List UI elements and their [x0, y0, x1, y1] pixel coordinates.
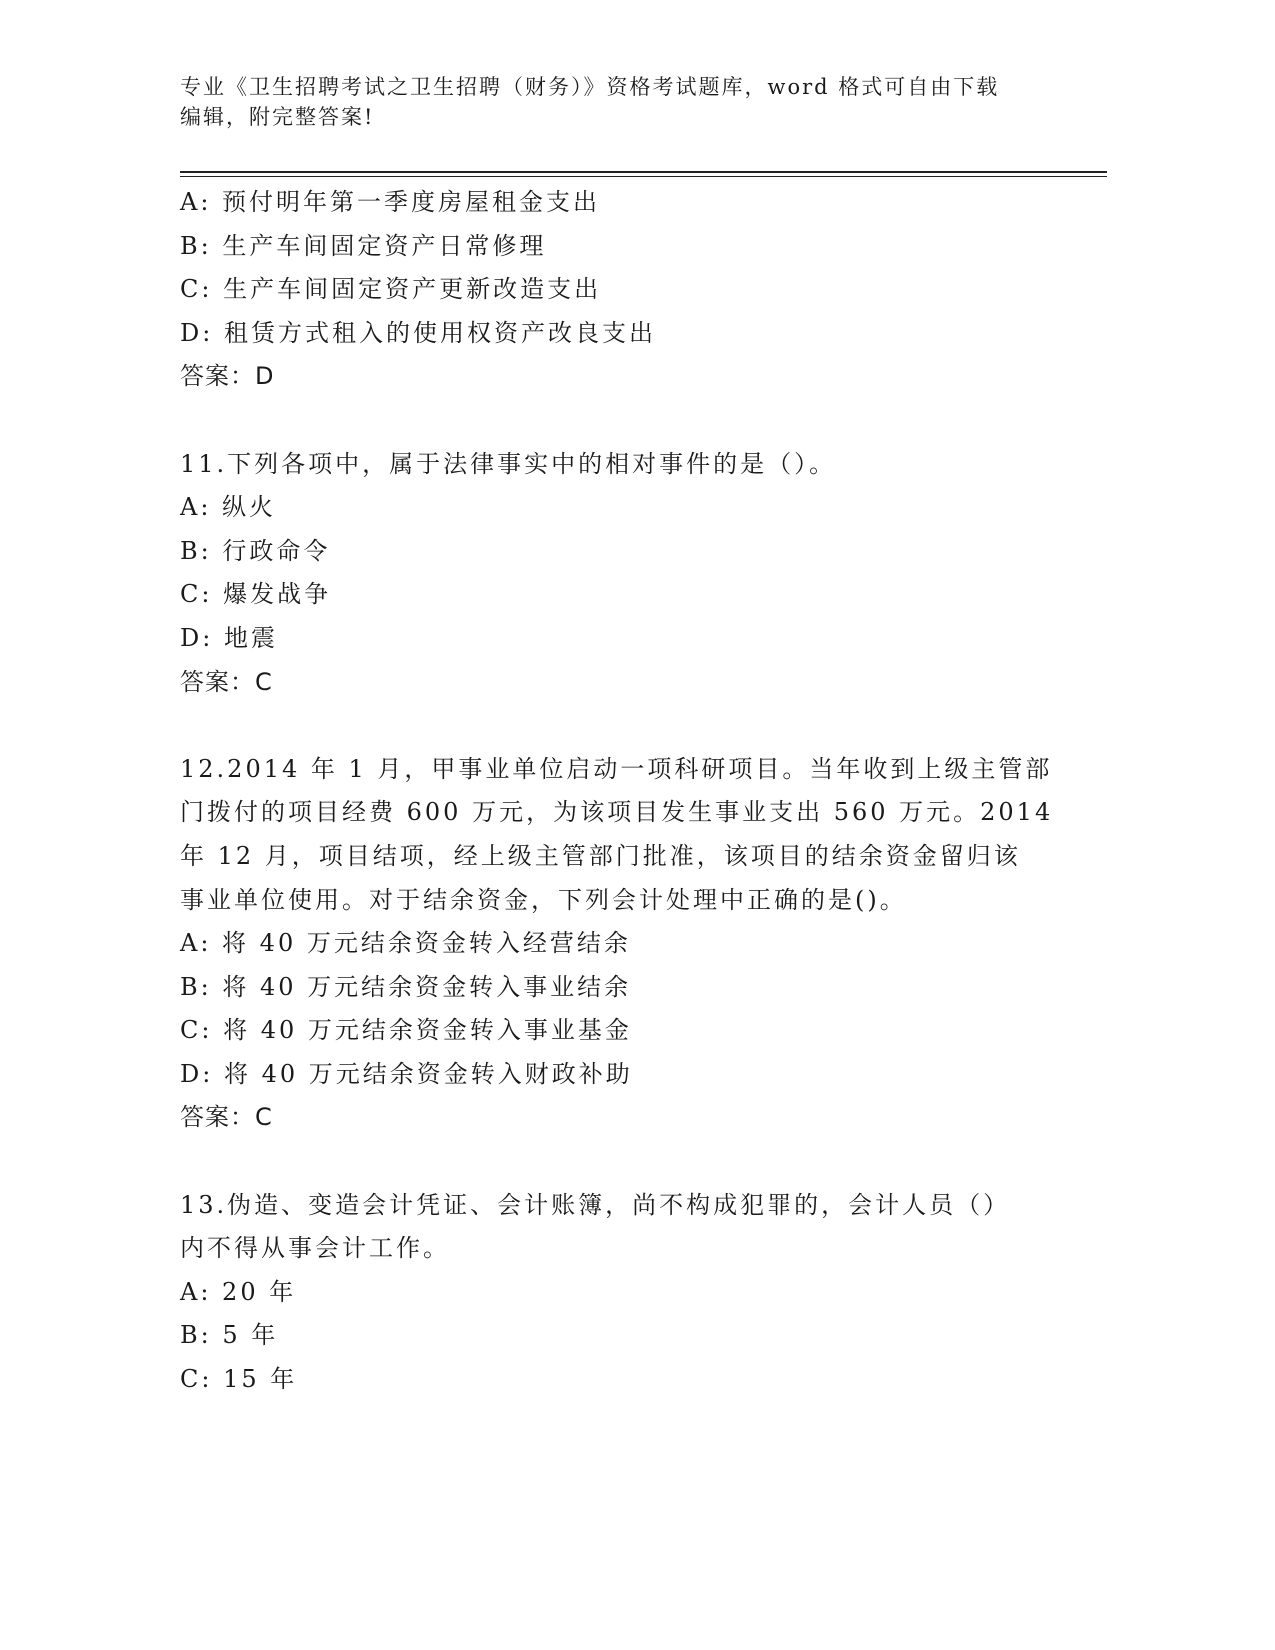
option-d: D: 租赁方式租入的使用权资产改良支出 — [180, 318, 656, 347]
question-stem-line-3: 年 12 月，项目结项，经上级主管部门批准，该项目的结余资金留归该 — [180, 841, 1021, 870]
answer-line: 答案：D — [180, 362, 275, 391]
option-c: C: 爆发战争 — [180, 580, 332, 609]
spacer — [180, 399, 1060, 443]
option-b: B: 生产车间固定资产日常修理 — [180, 231, 547, 260]
option-a: A: 纵火 — [180, 493, 277, 522]
option-c: C: 15 年 — [180, 1365, 298, 1394]
question-stem: 11.下列各项中，属于法律事实中的相对事件的是（）。 — [180, 449, 837, 478]
question-stem-line-2: 门拨付的项目经费 600 万元，为该项目发生事业支出 560 万元。2014 — [180, 798, 1054, 827]
header-divider — [180, 171, 1107, 177]
question-block-11 — [180, 443, 1060, 705]
question-block-12 — [180, 748, 1060, 1140]
option-b: B: 行政命令 — [180, 536, 331, 565]
header-line-2: 编辑，附完整答案! — [180, 105, 375, 129]
option-c: C: 将 40 万元结余资金转入事业基金 — [180, 1016, 632, 1045]
option-a: A: 将 40 万元结余资金转入经营结余 — [180, 929, 631, 958]
question-block-13 — [180, 1184, 1060, 1402]
option-c: C: 生产车间固定资产更新改造支出 — [180, 275, 602, 304]
spacer — [180, 1140, 1060, 1184]
document-header — [180, 72, 1040, 132]
spacer — [180, 704, 1060, 748]
option-d: D: 将 40 万元结余资金转入财政补助 — [180, 1059, 633, 1088]
question-stem-line-2: 内不得从事会计工作。 — [180, 1234, 450, 1263]
answer-line: 答案：C — [180, 1103, 273, 1132]
question-stem-line-4: 事业单位使用。对于结余资金，下列会计处理中正确的是()。 — [180, 885, 907, 914]
header-line-1: 专业《卫生招聘考试之卫生招聘（财务）》资格考试题库，word 格式可自由下载 — [180, 75, 1000, 99]
question-block-10 — [180, 181, 1060, 399]
option-d: D: 地震 — [180, 623, 278, 652]
question-list — [180, 181, 1060, 1402]
option-b: B: 5 年 — [180, 1321, 279, 1350]
answer-line: 答案：C — [180, 667, 273, 696]
option-a: A: 预付明年第一季度房屋租金支出 — [180, 188, 601, 216]
option-b: B: 将 40 万元结余资金转入事业结余 — [180, 972, 632, 1001]
question-stem-line-1: 12.2014 年 1 月，甲事业单位启动一项科研项目。当年收到上级主管部 — [180, 754, 1053, 783]
question-stem-line-1: 13.伪造、变造会计凭证、会计账簿，尚不构成犯罪的，会计人员（） — [180, 1190, 1011, 1219]
option-a: A: 20 年 — [180, 1277, 297, 1306]
